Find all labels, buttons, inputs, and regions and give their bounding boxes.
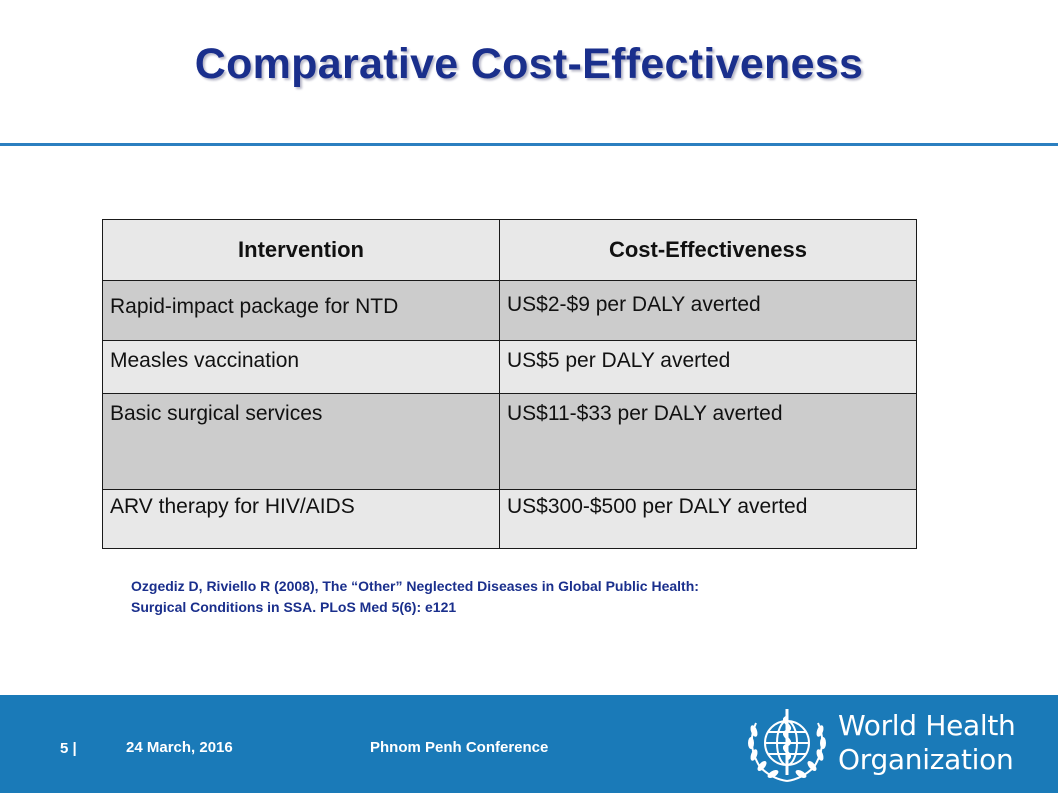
footer-conference: Phnom Penh Conference: [370, 739, 549, 756]
table-row: [103, 341, 917, 394]
citation: [131, 576, 891, 618]
who-name-line-2: Organization: [838, 743, 1014, 776]
who-wordmark: [838, 709, 1015, 777]
title-divider: [0, 143, 1058, 146]
citation-line-1: Ozgediz D, Riviello R (2008), The “Other” Neglected Diseases in Global Public Health:: [131, 578, 699, 594]
table-header-row: [103, 220, 917, 281]
cost-cell: US$300-$500 per DALY averted: [500, 490, 917, 549]
header-cost-effectiveness: Cost-Effectiveness: [500, 220, 917, 281]
who-name-line-1: World Health: [838, 709, 1016, 742]
cost-cell: US$2-$9 per DALY averted: [500, 281, 917, 341]
header-intervention: Intervention: [103, 220, 500, 281]
cost-cell: US$11-$33 per DALY averted: [500, 394, 917, 490]
intervention-cell: ARV therapy for HIV/AIDS: [103, 490, 500, 549]
cost-cell: US$5 per DALY averted: [500, 341, 917, 394]
who-emblem-icon: [742, 703, 832, 787]
intervention-cell: Rapid-impact package for NTD: [103, 281, 500, 341]
footer-bar: [0, 695, 1058, 793]
citation-line-2: Surgical Conditions in SSA. PLoS Med 5(6): e121: [131, 599, 457, 615]
table-row: [103, 281, 917, 341]
cost-effectiveness-table: [102, 219, 917, 549]
slide-title: Comparative Cost-Effectiveness: [194, 40, 864, 88]
footer-date: 24 March, 2016: [126, 739, 233, 756]
intervention-cell: Measles vaccination: [103, 341, 500, 394]
intervention-cell: Basic surgical services: [103, 394, 500, 490]
page-number: 5 |: [60, 740, 77, 757]
table-row: [103, 490, 917, 549]
table-row: [103, 394, 917, 490]
